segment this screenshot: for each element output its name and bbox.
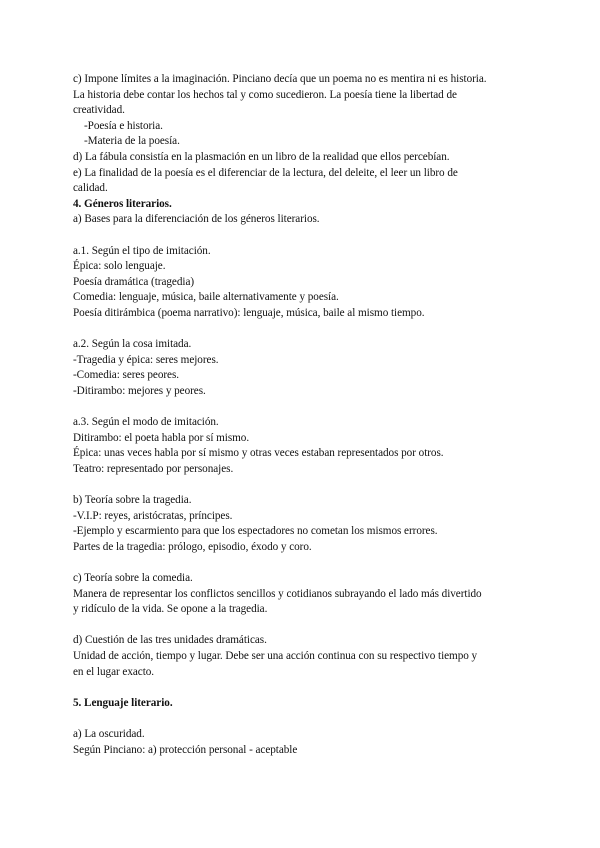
paragraph-gap (73, 711, 533, 727)
list-item: -Poesía e historia. (84, 119, 163, 132)
list-item: -Comedia: seres peores. (73, 369, 180, 382)
subsection-heading: b) Teoría sobre la tragedia. (73, 494, 192, 507)
text-line: Comedia: lenguaje, música, baile alternativamente y poesía. (73, 291, 339, 304)
paragraph-gap (73, 477, 533, 493)
subsection-heading: a) La oscuridad. (73, 727, 145, 740)
list-item: -Materia de la poesía. (84, 135, 180, 148)
text-line: Partes de la tragedia: prólogo, episodio, éxodo y coro. (73, 540, 312, 553)
list-item: -Tragedia y épica: seres mejores. (73, 353, 219, 366)
subsection-heading: a.2. Según la cosa imitada. (73, 338, 192, 351)
text-line: Teatro: representado por personajes. (73, 462, 234, 475)
paragraph-gap (73, 322, 533, 338)
subsection-heading: c) Teoría sobre la comedia. (73, 572, 193, 584)
subsection-heading: d) Cuestión de las tres unidades dramáticas. (73, 634, 267, 647)
subsection-heading: a.3. Según el modo de imitación. (73, 416, 219, 429)
text-line: d) La fábula consistía en la plasmación en un libro de la realidad que ellos percebían. (73, 150, 450, 163)
text-line: Épica: unas veces habla por sí mismo y otras veces estaban representados por otros. (73, 447, 444, 460)
text-line: calidad. (73, 182, 108, 195)
list-item: -Ditirambo: mejores y peores. (73, 384, 206, 397)
subsection-heading: a.1. Según el tipo de imitación. (73, 244, 211, 257)
text-line: Unidad de acción, tiempo y lugar. Debe ser una acción continua con su respectivo tiempo y (73, 649, 478, 662)
paragraph-gap (73, 399, 533, 415)
text-line: Poesía dramática (tragedia) (73, 275, 195, 288)
list-item: -V.I.P: reyes, aristócratas, príncipes. (73, 509, 233, 522)
text-line: a) Bases para la diferenciación de los géneros literarios. (73, 213, 320, 226)
text-line: Según Pinciano: a) protección personal - aceptable (73, 743, 298, 756)
text-line: e) La finalidad de la poesía es el diferenciar de la lectura, del deleite, el leer un libro de (73, 166, 458, 179)
paragraph-gap (73, 228, 533, 244)
paragraph-gap (73, 555, 533, 571)
text-line: Ditirambo: el poeta habla por sí mismo. (73, 431, 250, 444)
text-line: c) Impone límites a la imaginación. Pinciano decía que un poema no es mentira ni es historia. (73, 73, 487, 85)
paragraph-gap (73, 618, 533, 634)
text-line: en el lugar exacto. (73, 665, 155, 678)
text-line: Épica: solo lenguaje. (73, 260, 166, 273)
section-heading-lenguaje: 5. Lenguaje literario. (73, 696, 173, 709)
text-line: y ridículo de la vida. Se opone a la tragedia. (73, 603, 268, 616)
text-line: La historia debe contar los hechos tal y como sucedieron. La poesía tiene la libertad de (73, 88, 457, 101)
list-item: -Ejemplo y escarmiento para que los espectadores no cometan los mismos errores. (73, 525, 438, 538)
text-line: Poesía ditirámbica (poema narrativo): lenguaje, música, baile al mismo tiempo. (73, 306, 425, 319)
document-body (73, 72, 533, 758)
section-heading-generos: 4. Géneros literarios. (73, 197, 172, 210)
text-line: Manera de representar los conflictos sencillos y cotidianos subrayando el lado más divertido (73, 587, 482, 600)
text-line: creatividad. (73, 104, 125, 117)
paragraph-gap (73, 680, 533, 696)
